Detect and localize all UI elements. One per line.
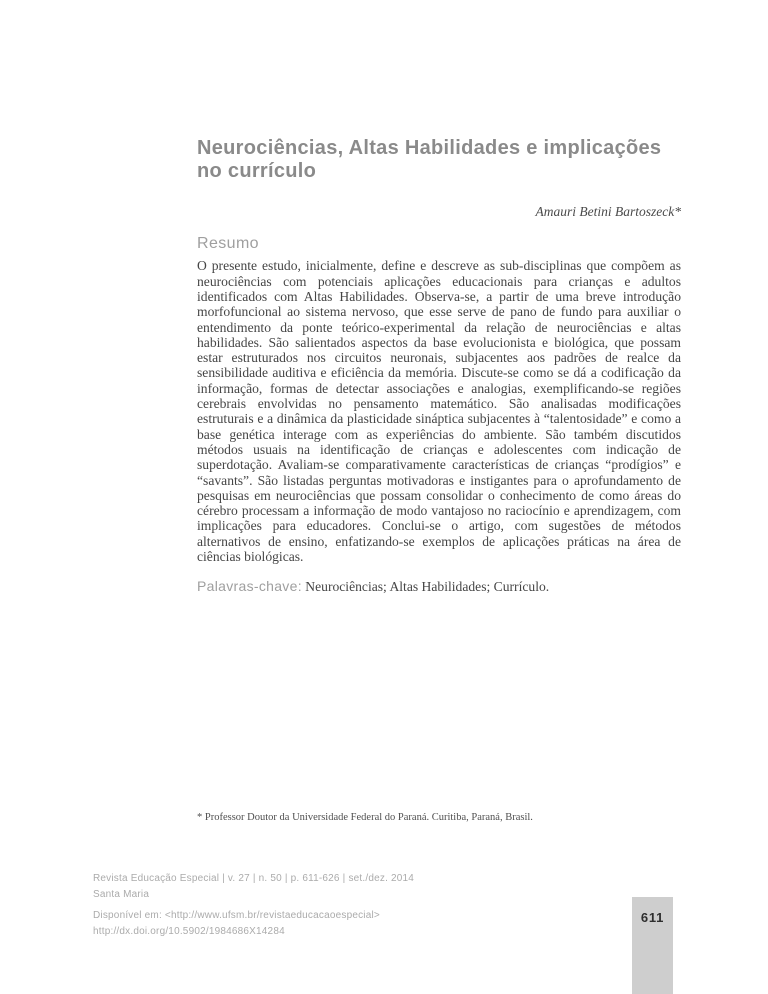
author-footnote: * Professor Doutor da Universidade Federal do Paraná. Curitiba, Paraná, Brasil. xyxy=(197,812,533,823)
keywords-label: Palavras-chave: xyxy=(197,577,302,594)
page-number-tab xyxy=(632,897,673,994)
journal-footer xyxy=(93,871,414,940)
article-content xyxy=(197,124,681,595)
page-number: 611 xyxy=(640,910,665,925)
abstract-text: O presente estudo, inicialmente, define e descreve as sub-disciplinas que compõem as neurociências com potenciais aplicações educacionais para crianças e adultos identificados com Altas Habilidades. Observa-se, a partir de uma breve introdução morfofuncional ao sistema nervoso, que esse serve de pano de fundo para auxiliar o entendimento da ponte teórico-experimental da relação de neurociências e altas habilidades. São salientados aspectos da base evolucionista e biológica, que possam estar estruturados nos circuitos neuronais, subjacentes aos padrões de realce da sensibilidade auditiva e eficiência da memória. Discute-se como se dá a codificação da informação, formas de detectar associações e analogias, exemplificando-se regiões cerebrais envolvidas no pensamento matemático. São analisadas modificações estruturais e a dinâmica da plasticidade sináptica subjacentes à “talentosidade” e como a base genética interage com as experiências do ambiente. São também discutidos métodos usuais na identificação de crianças e adolescentes com indicação de superdotação. Avaliam-se comparativamente características de crianças “prodígios” e “savants”. São listadas perguntas motivadoras e instigantes para o aprofundamento de pesquisas em neurociências que possam consolidar o conhecimento de como áreas do cérebro processam a informação de modo vantajoso no raciocínio e aprendizagem, com implicações para educadores. Conclui-se o artigo, com sugestões de métodos alternativos de ensino, enfatizando-se exemplos de aplicações práticas na área de ciências biológicas. xyxy=(197,258,681,565)
footer-availability-url: Disponível em: <http://www.ufsm.br/revistaeducacaoespecial> xyxy=(93,910,380,921)
abstract-heading: Resumo xyxy=(197,235,259,253)
footer-city: Santa Maria xyxy=(93,889,150,900)
footer-journal-info: Revista Educação Especial | v. 27 | n. 50 | p. 611-626 | set./dez. 2014 xyxy=(93,873,415,884)
author-name: Amauri Betini Bartoszeck* xyxy=(535,204,681,220)
keywords-line xyxy=(197,578,681,595)
keywords-text: Neurociências; Altas Habilidades; Currículo. xyxy=(305,578,550,594)
page-title xyxy=(197,137,681,183)
page-title-line-2: no currículo xyxy=(197,160,317,183)
footer-doi-url: http://dx.doi.org/10.5902/1984686X14284 xyxy=(93,926,285,937)
page-title-line-1: Neurociências, Altas Habilidades e implicações xyxy=(197,137,662,160)
